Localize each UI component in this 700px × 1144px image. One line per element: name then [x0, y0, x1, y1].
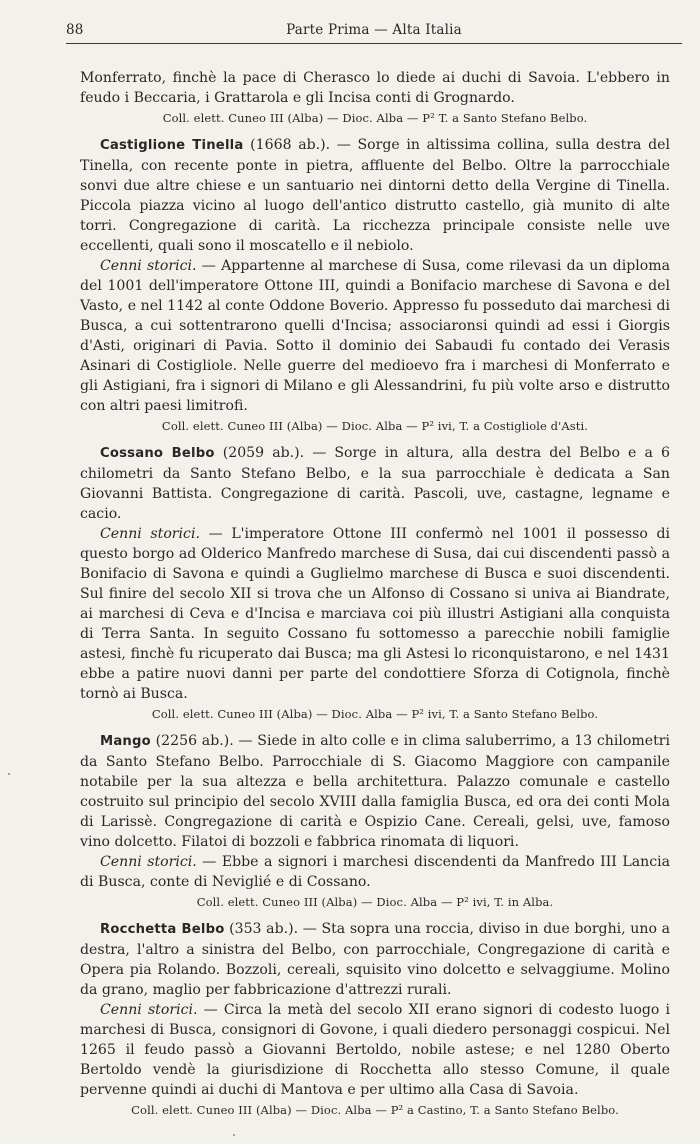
electoral-diocese-line: Coll. elett. Cuneo III (Alba) — Dioc. Alba — P² ivi, T. in Alba. [196, 895, 554, 909]
running-header [66, 20, 682, 42]
electoral-diocese-line: Coll. elett. Cuneo III (Alba) — Dioc. Alba — P² T. a Santo Stefano Belbo. [162, 111, 588, 125]
historical-notes-label: Cenni storici. [100, 526, 200, 542]
historical-notes-paragraph [80, 256, 670, 416]
entry-paragraph [80, 135, 670, 256]
gazetteer-entry [80, 135, 670, 435]
entry-paragraph [80, 68, 670, 108]
historical-notes-label: Cenni storici. [100, 854, 197, 870]
paragraph-text: Monferrato, finchè la pace di Cherasco lo diede ai duchi di Savoia. L'ebbero in feudo i Beccaria, i Grattarola e gli Incisa conti di Grognardo. [80, 70, 670, 106]
electoral-diocese-line: Coll. elett. Cuneo III (Alba) — Dioc. Alba — P² ivi, T. a Santo Stefano Belbo. [151, 707, 599, 721]
scan-speck [8, 773, 10, 775]
header-rule [66, 43, 682, 44]
entry-paragraph [80, 919, 670, 1000]
historical-notes-paragraph [80, 852, 670, 892]
entry-gap [80, 723, 670, 731]
entry-gap [80, 435, 670, 443]
historical-notes-label: Cenni storici. [100, 1002, 198, 1018]
paragraph-text: (2059 ab.). — Sorge in altura, alla destra del Belbo e a 6 chilometri da Santo Stefano Belbo, e la sua parrocchiale è dedicata a San Giovanni Battista. Congregazione di carità. Pascoli, uve, castagne, legname e cacio. [80, 445, 670, 522]
gazetteer-entry [80, 919, 670, 1119]
paragraph-text: — L'imperatore Ottone III confermò nel 1001 il possesso di questo borgo ad Olderico Manfredo marchese di Susa, dai cui discendenti passò a Bonifacio di Savona e quindi a Guglielmo marchese di Busca e suoi discendenti. Sul finire del secolo XII si trova che un Alfonso di Cossano si univa ai Biandrate, ai marchesi di Ceva e d'Incisa e marciava coi più illustri Astigiani alla conquista di Terra Santa. In seguito Cossano fu sottomesso a parecchie nobili famiglie astesi, finchè fu ricuperato dai Busca; ma gli Astesi lo riconquistarono, e nel 1431 ebbe a patire nuovi danni per parte del condottiere Sforza di Cotignola, finchè tornò ai Busca. [80, 526, 670, 702]
page-number: 88 [66, 22, 84, 38]
entry-paragraph [80, 443, 670, 524]
paragraph-text: (2256 ab.). — Siede in alto colle e in clima saluberrimo, a 13 chilometri da Santo Stefano Belbo. Parrocchiale di S. Giacomo Maggiore con campanile notabile per la sua altezza e bella architettura. Palazzo comunale e castello costruito sul principio del secolo XVIII dalla famiglia Busca, ed ora dei conti Mola di Larissè. Congregazione di carità e Ospizio Cane. Cereali, gelsi, uve, famoso vino dolcetto. Filatoi di bozzoli e fabbrica rinomata di liquori. [80, 733, 670, 850]
paragraph-text: — Appartenne al marchese di Susa, come rilevasi da un diploma del 1001 dell'imperatore Ottone III, quindi a Bonifacio marchese di Savona e del Vasto, e nel 1142 al conte Oddone Boverio. Appresso fu posseduto dai marchesi di Busca, a cui sottentrarono quelli d'Incisa; associaronsi quindi ad essi i Giorgis d'Asti, originari di Pavia. Sotto il dominio dei Sabaudi fu contado dei Verasis Asinari di Costigliole. Nelle guerre del medioevo fra i marchesi di Monferrato e gli Astigiani, fra i signori di Milano e gli Alessandrini, fu più volte arso e distrutto con altri paesi limitrofi. [80, 258, 670, 414]
page-body [80, 68, 670, 1119]
gazetteer-entry [80, 68, 670, 127]
entry-paragraph [80, 731, 670, 852]
electoral-diocese-line: Coll. elett. Cuneo III (Alba) — Dioc. Alba — P² ivi, T. a Costigliole d'Asti. [161, 419, 589, 433]
place-name: Rocchetta Belbo [100, 922, 225, 937]
scan-speck [233, 1134, 235, 1136]
gazetteer-entry [80, 731, 670, 911]
running-title: Parte Prima — Alta Italia [286, 22, 462, 38]
paragraph-text: (1668 ab.). — Sorge in altissima collina, sulla destra del Tinella, con recente ponte in pietra, affluente del Belbo. Oltre la parrocchiale sonvi due altre chiese e un santuario nei dintorni detto della Vergine di Tinella. Piccola piazza vicino al luogo dell'antico distrutto castello, già munito di alte torri. Congregazione di carità. La ricchezza principale consiste nelle uve eccellenti, quali sono il moscatello e il nebiolo. [80, 137, 670, 254]
place-name: Cossano Belbo [100, 446, 215, 461]
historical-notes-paragraph [80, 1000, 670, 1100]
electoral-diocese-line: Coll. elett. Cuneo III (Alba) — Dioc. Alba — P² a Castino, T. a Santo Stefano Belbo. [131, 1103, 619, 1117]
place-name: Mango [100, 734, 151, 749]
entry-gap [80, 127, 670, 135]
historical-notes-label: Cenni storici. [100, 258, 197, 274]
paragraph-text: (353 ab.). — Sta sopra una roccia, diviso in due borghi, uno a destra, l'altro a sinistra del Belbo, con parrocchiale, Congregazione di carità e Opera pia Rolando. Bozzoli, cereali, squisito vino dolcetto e selvaggiume. Molino da grano, maglio per fabbricazione d'attrezzi rurali. [80, 921, 670, 998]
entry-gap [80, 911, 670, 919]
historical-notes-paragraph [80, 524, 670, 704]
place-name: Castiglione Tinella [100, 138, 244, 153]
paragraph-text: — Ebbe a signori i marchesi discendenti da Manfredo III Lancia di Busca, conte di Neviglié e di Cossano. [80, 854, 670, 890]
paragraph-text: — Circa la metà del secolo XII erano signori di codesto luogo i marchesi di Busca, consignori di Govone, i quali diedero personaggi cospicui. Nel 1265 il feudo passò a Giovanni Bertoldo, nobile astese; e nel 1280 Oberto Bertoldo vendè la giurisdizione di Rocchetta allo stesso Comune, il quale pervenne quindi ai duchi di Mantova e per ultimo alla Casa di Savoia. [80, 1002, 671, 1098]
gazetteer-entry [80, 443, 670, 723]
